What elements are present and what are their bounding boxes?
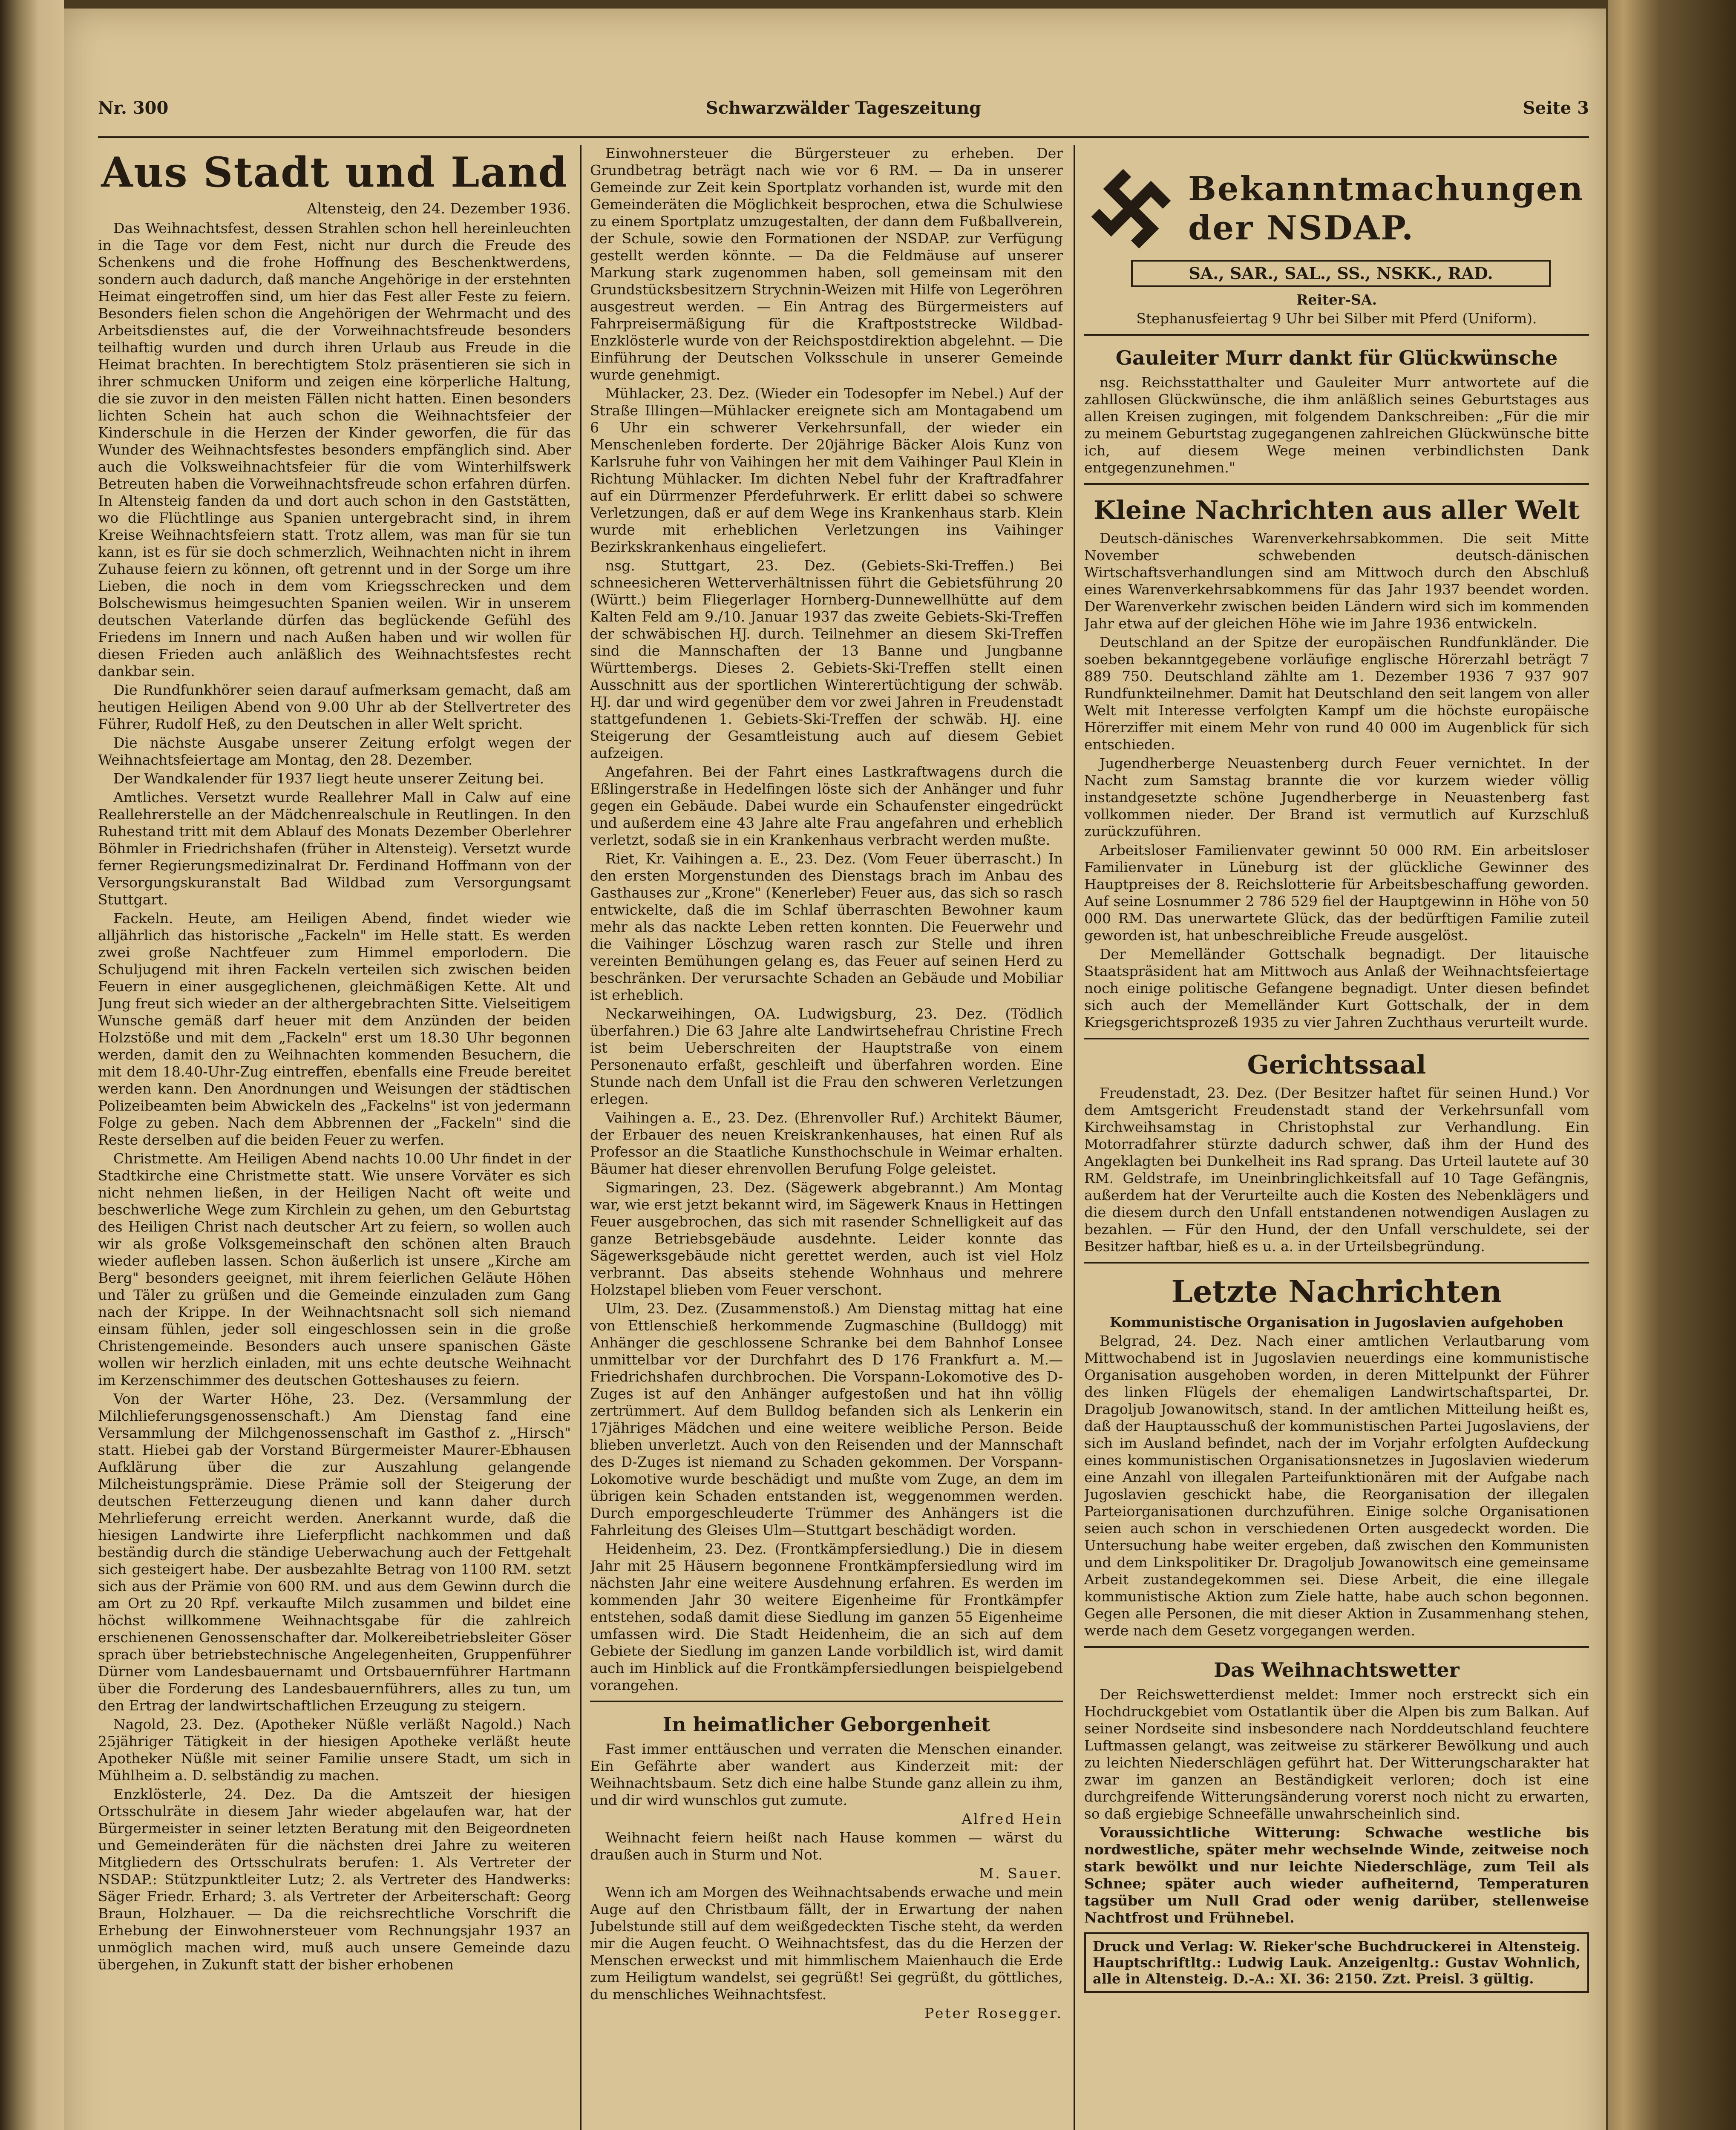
divider bbox=[1084, 483, 1589, 485]
quote-rosegger: Wenn ich am Morgen des Weihnachtsabends erwache und mein Auge auf den Christbaum fällt, der in Erwartung der nahen Jubelstunde still auf dem weißgedeckten Tische steht, da werden mir die Augen feucht. O Weihnachtsfest, das du die Herzen der Menschen erweckst und mit himmlischem Maienhauch die Erde zum Heiligtum wandelst, sei gegrüßt! Sei gegrüßt, du göttliches, du menschliches Weihnachtsfest. bbox=[590, 1884, 1063, 2003]
letzte-nachrichten-text: Belgrad, 24. Dez. Nach einer amtlichen Verlautbarung vom Mittwochabend ist in Jugoslavien neuerdings eine kommunistische Organisation ausgehoben worden, in deren Mittelpunkt der Führer des linken Flügels der ehemaligen Landwirtschaftspartei, Dr. Dragoljub Jowanowitsch, stand. In der amtlichen Mitteilung heißt es, daß der Hauptausschuß der kommunistischen Partei Jugoslaviens, der sich im Ausland befindet, nach der im Vorjahr erfolgten Aufdeckung eines kommunistischen Organisationsnetzes in Jugoslavien wiederum eine Anzahl von illegalen Parteifunktionären mit der Aufgabe nach Jugoslavien geschickt habe, die Reorganisation der illegalen Parteiorganisationen durchzuführen. Einige solche Organisationen seien auch schon in verschiedenen Orten ausgedeckt worden. Die Untersuchung habe weiter ergeben, daß zwischen den Kommunisten und dem Linkspolitiker Dr. Dragoljub Jowanowitsch eine gemeinsame Arbeit zustandegekommen sei. Diese Arbeit, die eine illegale kommunistische Aktion zum Ziele hatte, habe auch schon begonnen. Gegen alle Personen, die mit dieser Aktion in Zusammenhang stehen, werde nach dem Gesetz vorgegangen werden. bbox=[1084, 1333, 1589, 1639]
issue-number: Nr. 300 bbox=[98, 98, 169, 118]
news-warenverkehr: Deutsch-dänisches Warenverkehrsabkommen. Die seit Mitte November schwebenden deutsch-dänischen Wirtschaftsverhandlungen sind am Mittwoch durch den Abschluß eines Warenverkehrsabkommens für das Jahr 1937 beendet worden. Der Warenverkehr zwischen beiden Ländern wird sich im kommenden Jahr etwa auf der gleichen Höhe wie im Jahre 1936 entwickeln. bbox=[1084, 530, 1589, 632]
letzte-nachrichten-title: Letzte Nachrichten bbox=[1171, 1273, 1502, 1310]
article-warter-hoehe: Von der Warter Höhe, 23. Dez. (Versammlung der Milchlieferungsgenossenschaft.) Am Dienstag fand eine Versammlung der Milchgenossenschaft im Gasthof z. „Hirsch" statt. Hiebei gab der Vorstand Bürgermeister Maurer-Ebhausen Aufklärung über die zur Auszahlung gelangende Milcheistungsprämie. Diese Prämie soll der Steigerung der deutschen Fetterzeugung dienen und kann daher durch Mehrlieferung erreicht werden. Anerkannt wurde, daß die hiesigen Landwirte ihre Lieferpflicht nachkommen und daß beständig durch die ständige Ueberwachung auch der Fettgehalt sich gesteigert habe. Der ausbezahlte Betrag von 1100 RM. setzt sich aus der Prämie von 600 RM. und aus dem Gewinn durch die am Ort zu 20 Rpf. verkaufte Milch zusammen und bildet eine höchst willkommene Weihnachtsgabe für die zahlreich erschienenen Genossenschafter dar. Molkereibetriebsleiter Göser sprach über betriebstechnische Angelegenheiten, Gruppenführer Dürner vom Landesbauernamt und Ortsbauernführer Hartmann über die Forderung des Landesbauernführers, alles zu tun, um den Ertrag der landwirtschaftlichen Erzeugung zu steigern. bbox=[98, 1390, 571, 1714]
article-riet: Riet, Kr. Vaihingen a. E., 23. Dez. (Vom Feuer überrascht.) In den ersten Morgenstunden des Dienstags brach im Anbau des Gasthauses zur „Krone" (Kenerleber) Feuer aus, das sich so rasch entwickelte, daß die im Schlaf überraschten Bewohner kaum mehr als das nackte Leben retten konnten. Die Feuerwehr und die Vaihinger Löschzug waren rasch zur Stelle und ihren vereinten Bemühungen gelang es, das Feuer auf seinen Herd zu beschränken. Der verursachte Schaden an Gebäude und Mobiliar ist erheblich. bbox=[590, 850, 1063, 1003]
article-amtliches: Amtliches. Versetzt wurde Reallehrer Mall in Calw auf eine Reallehrerstelle an der Mädchenrealschule in Reutlingen. In den Ruhestand tritt mit dem Ablauf des Monats Dezember Oberlehrer Böhmler in Friedrichshafen (früher in Altensteig). Versetzt wurde ferner Regierungsmedizinalrat Dr. Ferdinand Hoffmann von der Versorgungskuranstalt Bad Wildbad zum Versorgungsamt Stuttgart. bbox=[98, 789, 571, 908]
divider bbox=[1084, 1038, 1589, 1039]
header-rule bbox=[98, 136, 1589, 138]
letzte-nachrichten-subtitle: Kommunistische Organisation in Jugoslavien aufgehoben bbox=[1109, 1314, 1564, 1330]
article-stuttgart-ski: nsg. Stuttgart, 23. Dez. (Gebiets-Ski-Treffen.) Bei schneesicheren Wetterverhältnissen führt die Gebietsführung 20 (Württ.) beim Fliegerlager Hornberg-Dunnewellhütte auf dem Kalten Feld am 9./10. Januar 1937 das zweite Gebiets-Ski-Treffen der schwäbischen HJ. durch. Teilnehmer an diesem Ski-Treffen sind die Mannschaften der 13 Banne und Jungbanne Württembergs. Dieses 2. Gebiets-Ski-Treffen stellt einen Ausschnitt aus der sportlichen Winterertüchtigung der schwäb. HJ. dar und wird gegenüber dem vor zwei Jahren in Freudenstadt stattgefundenen 1. Gebiets-Ski-Treffen der schwäb. HJ. eine Steigerung der Gesamtleistung auch auf diesem Gebiet aufzeigen. bbox=[590, 557, 1063, 761]
news-familienvater: Arbeitsloser Familienvater gewinnt 50 000 RM. Ein arbeitsloser Familienvater in Lüneburg ist der glückliche Gewinner des Hauptpreises der 8. Reichslotterie für Arbeitsbeschaffung geworden. Auf seine Losnummer 2 786 529 fiel der Hauptgewinn in Höhe von 50 000 RM. Das unerwartete Glück, das der bedürftigen Familie zuteil geworden ist, hat unbeschreibliche Freude ausgelöst. bbox=[1084, 842, 1589, 944]
divider bbox=[1084, 1262, 1589, 1264]
article-wandkalender: Der Wandkalender für 1937 liegt heute unserer Zeitung bei. bbox=[113, 770, 544, 787]
news-gottschalk: Der Memelländer Gottschalk begnadigt. Der litauische Staatspräsident hat am Mittwoch aus Anlaß der Weihnachtsfeiertage noch einige politische Gefangene begnadigt. Unter diesen befindet sich auch der Memelländer Kurt Gottschalk, der in dem Kriegsgerichtsprozeß 1935 zu vier Jahren Zuchthaus verurteilt wurde. bbox=[1084, 946, 1589, 1030]
organization-box: SA., SAR., SAL., SS., NSKK., RAD. bbox=[1131, 260, 1551, 287]
weather-text: Der Reichswetterdienst meldet: Immer noch erstreckt sich ein Hochdruckgebiet vom Ostatlantik über die Alpen bis zum Balkan. Auf seiner Nordseite sind insbesondere nach Norddeutschland feuchtere Luftmassen gelangt, was zeitweise zu stärkerer Bewölkung und auch zu leichten Niederschlägen geführt hat. Der Witterungscharakter hat zwar im ganzen an Beständigkeit verloren; doch ist eine durchgreifende Witterungsänderung vorerst noch nicht zu erwarten, so daß ergiebige Schneefälle unwahrscheinlich sind. bbox=[1084, 1686, 1589, 1822]
reiter-sa-text: Stephanusfeiertag 9 Uhr bei Silber mit Pferd (Uniform). bbox=[1136, 310, 1537, 327]
column-2 bbox=[590, 145, 1063, 2130]
book-edge-right bbox=[1608, 0, 1736, 2130]
page-header bbox=[98, 98, 1589, 132]
news-jugendherberge: Jugendherberge Neuastenberg durch Feuer vernichtet. In der Nacht zum Samstag brannte die vor kurzem wieder völlig instandgesetzte schöne Jugendherberge in Neuastenberg fast vollkommen nieder. Der Brand ist vermutlich auf Kurzschluß zurückzuführen. bbox=[1084, 755, 1589, 840]
quote-sauer-author: M. Sauer. bbox=[979, 1865, 1063, 1882]
quote-hein: Fast immer enttäuschen und verraten die Menschen einander. Ein Gefährte aber wandert aus Kinderzeit mit: der Weihnachtsbaum. Setz dich eine halbe Stunde ganz allein zu ihm, und dir wird wunschlos gut zumute. bbox=[590, 1741, 1063, 1808]
article-angefahren: Angefahren. Bei der Fahrt eines Lastkraftwagens durch die Eßlingerstraße in Hedelfingen löste sich der Anhänger und fuhr gegen ein Gebäude. Dabei wurde ein Schaufenster eingedrückt und außerdem eine 43 Jahre alte Frau angefahren und erheblich verletzt, sodaß sie in ein Krankenhaus verbracht werden mußte. bbox=[590, 763, 1063, 848]
quote-hein-author: Alfred Hein bbox=[962, 1810, 1063, 1827]
newspaper-page bbox=[64, 9, 1606, 2130]
weather-title: Das Weihnachtswetter bbox=[1214, 1658, 1460, 1681]
article-fackeln: Fackeln. Heute, am Heiligen Abend, findet wieder wie alljährlich das historische „Fackeln" im Helle statt. Es werden zwei große Nachtfeuer zum Himmel emporlodern. Die Schuljugend mit ihren Fackeln verteilen sich zwischen beiden Feuern in einer ausgeglichenen, gleichmäßigen Kette. Alt und Jung freut sich wieder an der althergebrachten Sitte. Vielseitigem Wunsche gemäß darf heuer mit dem Anzünden der beiden Holzstöße und mit dem „Fackeln" erst um 18.30 Uhr begonnen werden, damit den zu Weihnachten kommenden Besuchern, die mit dem 18.40-Uhr-Zug eintreffen, ebenfalls eine Freude bereitet werden kann. Den Anordnungen und Weisungen der städtischen Polizeibeamten beim Abwickeln des „Fackelns" ist von jedermann Folge zu geben. Nach dem Abbrennen der „Fackeln" sind die Reste derselben auf die beiden Feuer zu werfen. bbox=[98, 910, 571, 1148]
book-spine bbox=[0, 0, 64, 2130]
imprint-box: Druck und Verlag: W. Rieker'sche Buchdruckerei in Altensteig. Hauptschriftltg.: Ludwig Lauk. Anzeigenltg.: Gustav Wohnlich, alle in Altensteig. D.-A.: XI. 36: 2150. Zzt. Preisl. 3 gültig. bbox=[1084, 1932, 1589, 1993]
divider bbox=[590, 1701, 1063, 1702]
reiter-sa-heading: Reiter-SA. bbox=[1296, 291, 1377, 308]
article-enzkloesterle: Enzklösterle, 24. Dez. Da die Amtszeit der hiesigen Ortsschulräte in diesem Jahr wieder abgelaufen war, hat der Bürgermeister in seiner letzten Beratung mit den Beigeordneten und Gemeinderäten für die nächsten drei Jahre zu weiteren Mitgliedern des Ortsschulrats berufen: 1. Als Vertreter der NSDAP.: Stützpunktleiter Lutz; 2. als Vertreter des Handwerks: Säger Friedr. Erhard; 3. als Vertreter der Arbeiterschaft: Georg Braun, Holzhauer. — Da die reichsrechtliche Vorschrift die Erhebung der Einwohnersteuer vom Rechnungsjahr 1937 an unmöglich machen wird, muß auch unsere Gemeinde dazu übergehen, in Zukunft statt der bisher erhobenen bbox=[98, 1786, 571, 1973]
section-title-local: Aus Stadt und Land bbox=[101, 148, 568, 196]
column-divider-2 bbox=[1074, 145, 1075, 2130]
poem-section-title: In heimatlicher Geborgenheit bbox=[662, 1713, 990, 1736]
article-neckarweihingen: Neckarweihingen, OA. Ludwigsburg, 23. Dez. (Tödlich überfahren.) Die 63 Jahre alte Landwirtsehefrau Christine Frech ist beim Ueberschreiten der Hauptstraße von einem Personenauto erfaßt, geschleift und überfahren worden. Eine Stunde nach dem Unfall ist die Frau den schweren Verletzungen erlegen. bbox=[590, 1005, 1063, 1107]
gauleiter-title: Gauleiter Murr dankt für Glückwünsche bbox=[1115, 346, 1558, 369]
divider bbox=[1084, 1646, 1589, 1648]
article-nagold: Nagold, 23. Dez. (Apotheker Nüßle verläßt Nagold.) Nach 25jähriger Tätigkeit in der hiesigen Apotheke verläßt heute Apotheker Nüßle mit seiner Familie unsere Stadt, um sich in Mühlheim a. D. selbständig zu machen. bbox=[98, 1716, 571, 1784]
article-naechste-ausgabe: Die nächste Ausgabe unserer Zeitung erfolgt wegen der Weihnachtsfeiertage am Montag, den 28. Dezember. bbox=[98, 734, 571, 768]
article-vaihingen: Vaihingen a. E., 23. Dez. (Ehrenvoller Ruf.) Architekt Bäumer, der Erbauer des neuen Kreiskrankenhauses, hat einen Ruf als Professor an die Staatliche Kunsthochschule in Weimar erhalten. Bäumer hat dieser ehrenvollen Berufung Folge geleistet. bbox=[590, 1109, 1063, 1177]
gerichtssaal-text: Freudenstadt, 23. Dez. (Der Besitzer haftet für seinen Hund.) Vor dem Amtsgericht Freudenstadt stand der Verkehrsunfall vom Kirchweihsamstag in Christophstal zur Verhandlung. Ein Motorradfahrer stürzte dadurch schwer, daß ihm der Hund des Angeklagten bei Dunkelheit ins Rad sprang. Das Urteil lautete auf 30 RM. Geldstrafe, im Uneinbringlichkeitsfall auf 10 Tage Gefängnis, außerdem hat der Verurteilte auch die Kosten des Nebenklägers und die diesem durch den Unfall entstandenen notwendigen Auslagen zu bezahlen. — Für den Hund, der den Unfall verschuldete, sei der Besitzer haftbar, hieß es u. a. in der Urteilsbegründung. bbox=[1084, 1085, 1589, 1255]
article-weihnachtsfest: Das Weihnachtsfest, dessen Strahlen schon hell hereinleuchten in die Tage vor dem Fest, nicht nur durch die Freude des Schenkens und die frohe Hoffnung des Beschenktwerdens, sondern auch dadurch, daß manche Angehörige in der erstehnten Heimat eingetroffen sind, um hier das Fest aller Feste zu feiern. Besonders fielen schon die Angehörigen der Wehrmacht und des Arbeitsdienstes auf, die der Vorweihnachtsfreude besonders teilhaftig wurden und durch ihren Urlaub aus Freude in die Heimat brachten. In berechtigtem Stolz präsentieren sie sich in ihrer schmucken Uniform und zeigen eine körperliche Haltung, die sie zuvor in den meisten Fällen nicht hatten. Einen besonders lichten Schein hat auch schon die Weihnachtsfeier der Kinderschule in die Herzen der Kinder geworfen, die für das Wunder des Weihnachtsfestes besonders empfänglich sind. Aber auch die Volksweihnachtsfeier für die vom Winterhilfswerk Betreuten haben die Vorweihnachtsfreude schon erfahren dürfen. In Altensteig fanden da und dort auch schon in den Gaststätten, wo die Flüchtlinge aus Spanien untergebracht sind, in ihrem Kreise Weihnachtsfeiern statt. Trotz allem, was man für sie tun kann, ist es für sie doch schmerzlich, Weihnachten nicht in ihrem Zuhause feiern zu können, oft getrennt und in der Sorge um ihre Lieben, die noch in dem vom Kriegsschrecken und dem Bolschewismus heimgesuchten Spanien weilen. Wir in unserem deutschen Vaterlande dürfen das beglückende Gefühl des Friedens im Innern und nach Außen haben und wir wollen für diesen Frieden auch anläßlich des Weihnachtsfestes recht dankbar sein. bbox=[98, 220, 571, 679]
gerichtssaal-title: Gerichtssaal bbox=[1247, 1050, 1426, 1080]
article-ulm: Ulm, 23. Dez. (Zusammenstoß.) Am Dienstag mittag hat eine von Ettlenschieß herkommende Zugmaschine (Bulldogg) mit Anhänger die geschlossene Schranke bei dem Bahnhof Lonsee unmittelbar vor der Durchfahrt des D 176 Frankfurt a. M.—Friedrichshafen durchbrochen. Die Vorspann-Lokomotive des D-Zuges ist auf den Anhänger aufgestoßen und hat ihn völlig zertrümmert. Auf dem Bulldog befanden sich als Lenkerin ein 17jähriges Mädchen und eine weitere weibliche Person. Beide blieben unverletzt. Auch von den Reisenden und der Mannschaft des D-Zuges ist niemand zu Schaden gekommen. Der Vorspann-Lokomotive wurde beschädigt und mußte vom Zuge, an dem im übrigen kein Schaden entstanden ist, weggenommen werden. Durch emporgeschleuderte Trümmer des Anhängers ist die Fahrleitung des Gleises Ulm—Stuttgart beschädigt worden. bbox=[590, 1300, 1063, 1538]
nsdap-announcement-header bbox=[1084, 162, 1589, 256]
article-sigmaringen: Sigmaringen, 23. Dez. (Sägewerk abgebrannt.) Am Montag war, wie erst jetzt bekannt wird, im Sägewerk Knaus in Hettingen Feuer ausgebrochen, das sich mit rasender Schnelligkeit auf das ganze Betriebsgebäude ausdehnte. Leider konnte das Sägewerksgebäude nicht gerettet werden, auch ist viel Holz verbrannt. Das abseits stehende Wohnhaus und mehrere Holzstapel blieben vom Feuer verschont. bbox=[590, 1179, 1063, 1298]
nsdap-title: Bekanntmachungen der NSDAP. bbox=[1188, 170, 1584, 248]
article-rundfunk: Die Rundfunkhörer seien darauf aufmerksam gemacht, daß am heutigen Heiligen Abend von 9.00 Uhr ab der Stellvertreter des Führer, Rudolf Heß, zu den Deutschen in aller Welt spricht. bbox=[98, 682, 571, 732]
quote-rosegger-author: Peter Rosegger. bbox=[924, 2005, 1063, 2021]
news-rundfunk: Deutschland an der Spitze der europäischen Rundfunkländer. Die soeben bekanntgegebene vorläufige englische Hörerzahl beträgt 7 889 750. Deutschland zählte am 1. Dezember 1936 7 937 907 Rundfunkteilnehmer. Damit hat Deutschland den seit langem von aller Welt mit Interesse verfolgten Kampf um die höchste europäische Hörerziffer mit einem Mehr von rund 40 000 im Augenblick für sich entschieden. bbox=[1084, 634, 1589, 753]
newspaper-name: Schwarzwälder Tageszeitung bbox=[705, 98, 982, 118]
gauleiter-text: nsg. Reichsstatthalter und Gauleiter Murr antwortete auf die zahllosen Glückwünsche, die ihm anläßlich seines Geburtstages aus allen Kreisen zugingen, mit folgendem Dankschreiben: „Für die mir zu meinem Geburtstag zugegangenen zahlreichen Glückwünsche bitte ich, auf diesem Wege meinen verbindlichsten Dank entgegenzunehmen." bbox=[1084, 374, 1589, 476]
article-muehlacker: Mühlacker, 23. Dez. (Wieder ein Todesopfer im Nebel.) Auf der Straße Illingen—Mühlacker ereignete sich am Montagabend um 6 Uhr ein schwerer Verkehrsunfall, der wieder ein Menschenleben forderte. Der 20jährige Bäcker Alois Kunz von Karlsruhe fuhr von Vaihingen her mit dem Vaihinger Paul Klein in Richtung Mühlacker. Im dichten Nebel fuhr der Kraftradfahrer auf ein Dürrmenzer Pferdefuhrwerk. Er erlitt dabei so schwere Verletzungen, daß er auf dem Wege ins Krankenhaus starb. Klein wurde mit erheblichen Verletzungen ins Vaihinger Bezirkskrankenhaus eingeliefert. bbox=[590, 385, 1063, 555]
party-emblem-icon bbox=[1084, 162, 1178, 256]
article-heidenheim: Heidenheim, 23. Dez. (Frontkämpfersiedlung.) Die in diesem Jahr mit 25 Häusern begonnene Frontkämpfersiedlung wird im nächsten Jahr eine weitere Ausdehnung erfahren. Es werden im kommenden Jahr 30 weitere Eigenheime für Frontkämpfer entstehen, sodaß damit diese Siedlung im ganzen 55 Eigenheime umfassen wird. Die Stadt Heidenheim, die an sich auf dem Gebiete der Siedlung im ganzen Lande vorbildlich ist, wird damit auch im Hinblick auf die Frontkämpfersiedlungen beispielgebend vorangehen. bbox=[590, 1540, 1063, 1693]
column-1 bbox=[98, 145, 571, 2130]
page-number: Seite 3 bbox=[1523, 98, 1589, 118]
article-christmette: Christmette. Am Heiligen Abend nachts 10.00 Uhr findet in der Stadtkirche eine Christmette statt. Wie unsere Vorväter es sich nicht nehmen ließen, in der Heiligen Nacht oft weite und beschwerliche Wege zum Kirchlein zu gehen, um den Geburtstag des Heiligen Christ nach deutscher Art zu feiern, so wollen auch wir als große Volksgemeinschaft den schönen alten Brauch wieder aufleben lassen. Schon äußerlich ist unsere „Kirche am Berg" besonders geeignet, mit ihrem feierlichen Geläute Höhen und Täler zu grüßen und die Gemeinde einzuladen zum Gang nach der Krippe. In der Weihnachtsnacht soll sich niemand einsam fühlen, jeder soll eingeschlossen sein in die große Christengemeinde. Besonders auch unsere spanischen Gäste wollen wir herzlich einladen, mit uns echte deutsche Weihnacht im Kerzenschimmer des deutschen Gotteshauses zu feiern. bbox=[98, 1150, 571, 1388]
dateline: Altensteig, den 24. Dezember 1936. bbox=[306, 200, 571, 217]
weather-forecast: Voraussichtliche Witterung: Schwache westliche bis nordwestliche, später mehr wechselnde Winde, zeitweise noch stark bewölkt und nur leichte Niederschläge, zum Teil als Schnee; später auch wieder aufheiternd, Temperaturen tagsüber um Null Grad oder wenig darüber, stellenweise Nachtfrost und Frühnebel. bbox=[1084, 1824, 1589, 1926]
quote-sauer: Weihnacht feiern heißt nach Hause kommen — wärst du draußen auch in Sturm und Not. bbox=[590, 1829, 1063, 1863]
column-divider-1 bbox=[580, 145, 582, 2130]
kleine-nachrichten-title: Kleine Nachrichten aus aller Welt bbox=[1094, 495, 1580, 525]
article-enzkloesterle-cont: Einwohnersteuer die Bürgersteuer zu erheben. Der Grundbetrag beträgt nach wie vor 6 RM. — Da in unserer Gemeinde zur Zeit kein Sportplatz vorhanden ist, wurde mit den Gemeinderäten die Möglichkeit besprochen, etwa die Schulwiese zu einem Sportplatz umzugestalten, der dann dem Fußballverein, der Schule, sowie den Formationen der NSDAP. zur Verfügung gestellt werden könnte. — Da die Feldmäuse auf unserer Markung stark zugenommen haben, soll gemeinsam mit den Grundstücksbesitzern Strychnin-Weizen mit Hilfe von Legeröhren ausgestreut werden. — Ein Antrag des Bürgermeisters auf Fahrpreisermäßigung für die Kraftpoststrecke Wildbad-Enzklösterle wurde von der Reichspostdirektion abgelehnt. — Die Einführung der Deutschen Volksschule in unserer Gemeinde wurde genehmigt. bbox=[590, 145, 1063, 383]
divider bbox=[1084, 334, 1589, 336]
column-3 bbox=[1084, 145, 1589, 2130]
